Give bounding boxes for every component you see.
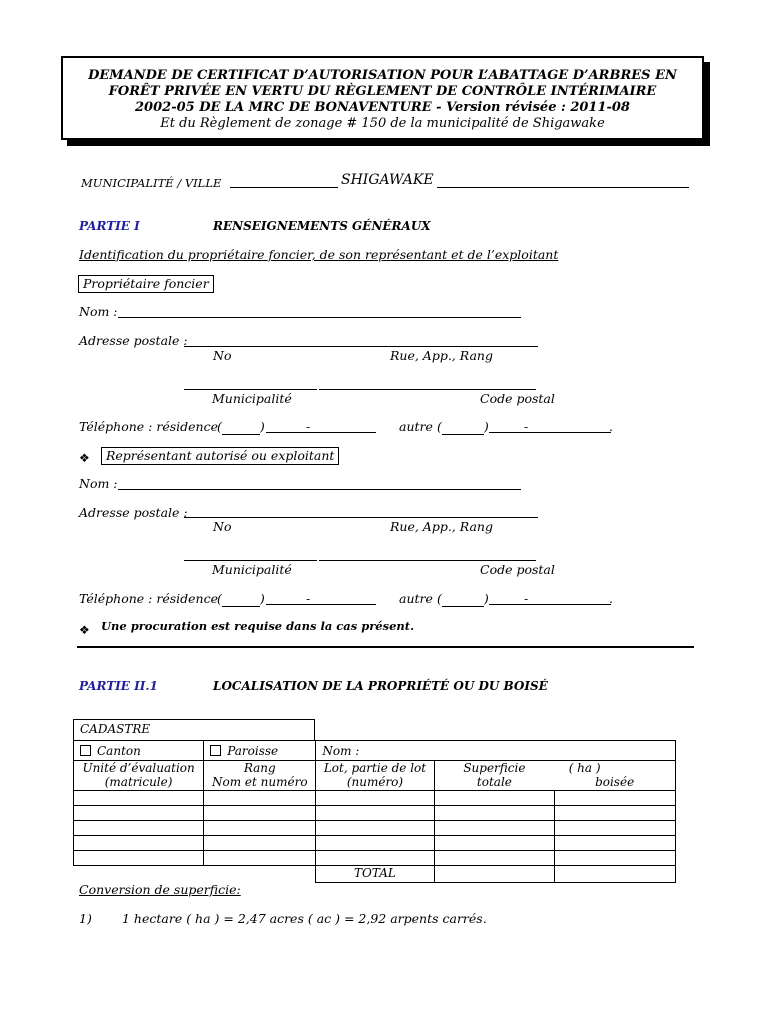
nom-cell[interactable] <box>316 741 676 761</box>
owner-other-label: autre <box>399 419 433 434</box>
table-cell[interactable] <box>554 806 675 821</box>
owner-phone-dash: - <box>306 419 311 434</box>
table-cell[interactable] <box>554 821 675 836</box>
canton-checkbox[interactable] <box>80 745 91 756</box>
municipality-value[interactable]: SHIGAWAKE <box>341 172 434 188</box>
owner-address-label: Adresse postale : <box>79 333 188 348</box>
rep-phone-dash: - <box>306 591 311 606</box>
owner-other-field[interactable] <box>489 432 611 433</box>
col-header-superficie-boisee: ( ha ) boisée <box>554 761 675 791</box>
paroisse-label: Paroisse <box>227 743 279 758</box>
municipality-line-1 <box>230 187 338 188</box>
rep-no-label: No <box>213 519 232 534</box>
table-cell[interactable] <box>74 806 204 821</box>
table-cell[interactable] <box>204 821 316 836</box>
rep-other-area[interactable]: ( ) <box>437 591 489 606</box>
table-cell[interactable] <box>74 851 204 866</box>
col-header-superficie-totale: Superficie totale <box>434 761 554 791</box>
section-divider <box>77 646 694 648</box>
municipality-label: MUNICIPALITÉ / VILLE <box>81 176 222 190</box>
rep-postal-label: Code postal <box>480 562 555 577</box>
table-cell[interactable] <box>204 806 316 821</box>
owner-other-dash: - <box>524 419 529 434</box>
total-label: TOTAL <box>316 866 434 883</box>
owner-postal-label: Code postal <box>480 391 555 406</box>
rep-name-label: Nom : <box>79 476 118 491</box>
table-cell[interactable] <box>434 821 554 836</box>
part1-number: PARTIE I <box>79 219 140 233</box>
blank-cell <box>74 866 316 883</box>
table-cell[interactable] <box>316 851 434 866</box>
part1-subtitle: Identification du propriétaire foncier, de son représentant et de l’exploitant <box>79 247 559 262</box>
cadastre-table <box>73 740 676 883</box>
table-cell[interactable] <box>434 806 554 821</box>
title-line-4: Et du Règlement de zonage # 150 de la municipalité de Shigawake <box>160 116 605 131</box>
nom-label: Nom : <box>322 743 360 758</box>
owner-other-period: . <box>609 419 613 434</box>
table-cell[interactable] <box>316 791 434 806</box>
diamond-bullet-icon: ❖ <box>79 451 90 465</box>
table-cell[interactable] <box>554 836 675 851</box>
table-cell[interactable] <box>204 791 316 806</box>
table-cell[interactable] <box>554 851 675 866</box>
canton-cell[interactable] <box>74 741 204 761</box>
title-line-2: FORÊT PRIVÉE EN VERTU DU RÈGLEMENT DE CONTRÔLE INTÉRIMAIRE <box>108 84 657 99</box>
owner-address-field[interactable] <box>184 346 538 347</box>
rep-phone-label: Téléphone : résidence <box>79 591 218 606</box>
conversion-text: 1 hectare ( ha ) = 2,47 acres ( ac ) = 2,92 arpents carrés. <box>122 911 487 926</box>
rep-phone-area[interactable]: ( ) <box>217 591 265 606</box>
owner-street-label: Rue, App., Rang <box>390 348 493 363</box>
paroisse-cell[interactable] <box>204 741 316 761</box>
municipality-line-2 <box>437 187 689 188</box>
rep-city-label: Municipalité <box>212 562 292 577</box>
rep-box-label: Représentant autorisé ou exploitant <box>101 447 339 465</box>
table-cell[interactable] <box>74 791 204 806</box>
col-header-matricule: Unité d’évaluation (matricule) <box>74 761 204 791</box>
title-line-1: DEMANDE DE CERTIFICAT D’AUTORISATION POUR L’ABATTAGE D’ARBRES EN <box>88 68 677 83</box>
conversion-number: 1) <box>79 911 92 926</box>
cadastre-title-cell <box>73 719 315 740</box>
rep-other-dash: - <box>524 591 529 606</box>
owner-box-label: Propriétaire foncier <box>78 275 214 293</box>
cadastre-title: CADASTRE <box>80 722 151 736</box>
part2-heading: LOCALISATION DE LA PROPRIÉTÉ OU DU BOISÉ <box>213 679 548 693</box>
owner-other-area[interactable]: ( ) <box>437 419 489 434</box>
owner-name-field[interactable] <box>118 317 521 318</box>
title-line-3: 2002-05 DE LA MRC DE BONAVENTURE - Version révisée : 2011-08 <box>135 100 630 115</box>
total-superficie-totale[interactable] <box>434 866 554 883</box>
rep-phone-field[interactable] <box>266 604 376 605</box>
owner-city-label: Municipalité <box>212 391 292 406</box>
paroisse-checkbox[interactable] <box>210 745 221 756</box>
table-cell[interactable] <box>554 791 675 806</box>
table-cell[interactable] <box>434 836 554 851</box>
conversion-title: Conversion de superficie: <box>79 882 241 897</box>
rep-address-field[interactable] <box>184 517 538 518</box>
canton-label: Canton <box>97 743 141 758</box>
table-cell[interactable] <box>204 836 316 851</box>
owner-phone-field[interactable] <box>266 432 376 433</box>
rep-other-field[interactable] <box>489 604 611 605</box>
total-superficie-boisee[interactable] <box>554 866 675 883</box>
proxy-note: Une procuration est requise dans la cas présent. <box>101 619 415 633</box>
owner-postal-field[interactable] <box>319 389 536 390</box>
col-header-lot: Lot, partie de lot (numéro) <box>316 761 434 791</box>
table-cell[interactable] <box>434 851 554 866</box>
table-cell[interactable] <box>316 836 434 851</box>
owner-phone-label: Téléphone : résidence <box>79 419 218 434</box>
rep-street-label: Rue, App., Rang <box>390 519 493 534</box>
table-cell[interactable] <box>316 806 434 821</box>
rep-other-period: . <box>609 591 613 606</box>
owner-phone-area[interactable]: ( ) <box>217 419 265 434</box>
rep-city-field[interactable] <box>184 560 317 561</box>
document-title-box <box>61 56 704 140</box>
part2-number: PARTIE II.1 <box>79 679 158 693</box>
part1-heading: RENSEIGNEMENTS GÉNÉRAUX <box>213 219 431 233</box>
rep-postal-field[interactable] <box>319 560 536 561</box>
col-header-rang: Rang Nom et numéro <box>204 761 316 791</box>
table-cell[interactable] <box>434 791 554 806</box>
rep-name-field[interactable] <box>118 489 521 490</box>
table-cell[interactable] <box>316 821 434 836</box>
rep-other-label: autre <box>399 591 433 606</box>
owner-city-field[interactable] <box>184 389 317 390</box>
diamond-bullet-icon: ❖ <box>79 623 90 637</box>
table-cell[interactable] <box>74 821 204 836</box>
table-cell[interactable] <box>74 836 204 851</box>
rep-address-label: Adresse postale : <box>79 505 188 520</box>
owner-no-label: No <box>213 348 232 363</box>
table-cell[interactable] <box>204 851 316 866</box>
owner-name-label: Nom : <box>79 304 118 319</box>
